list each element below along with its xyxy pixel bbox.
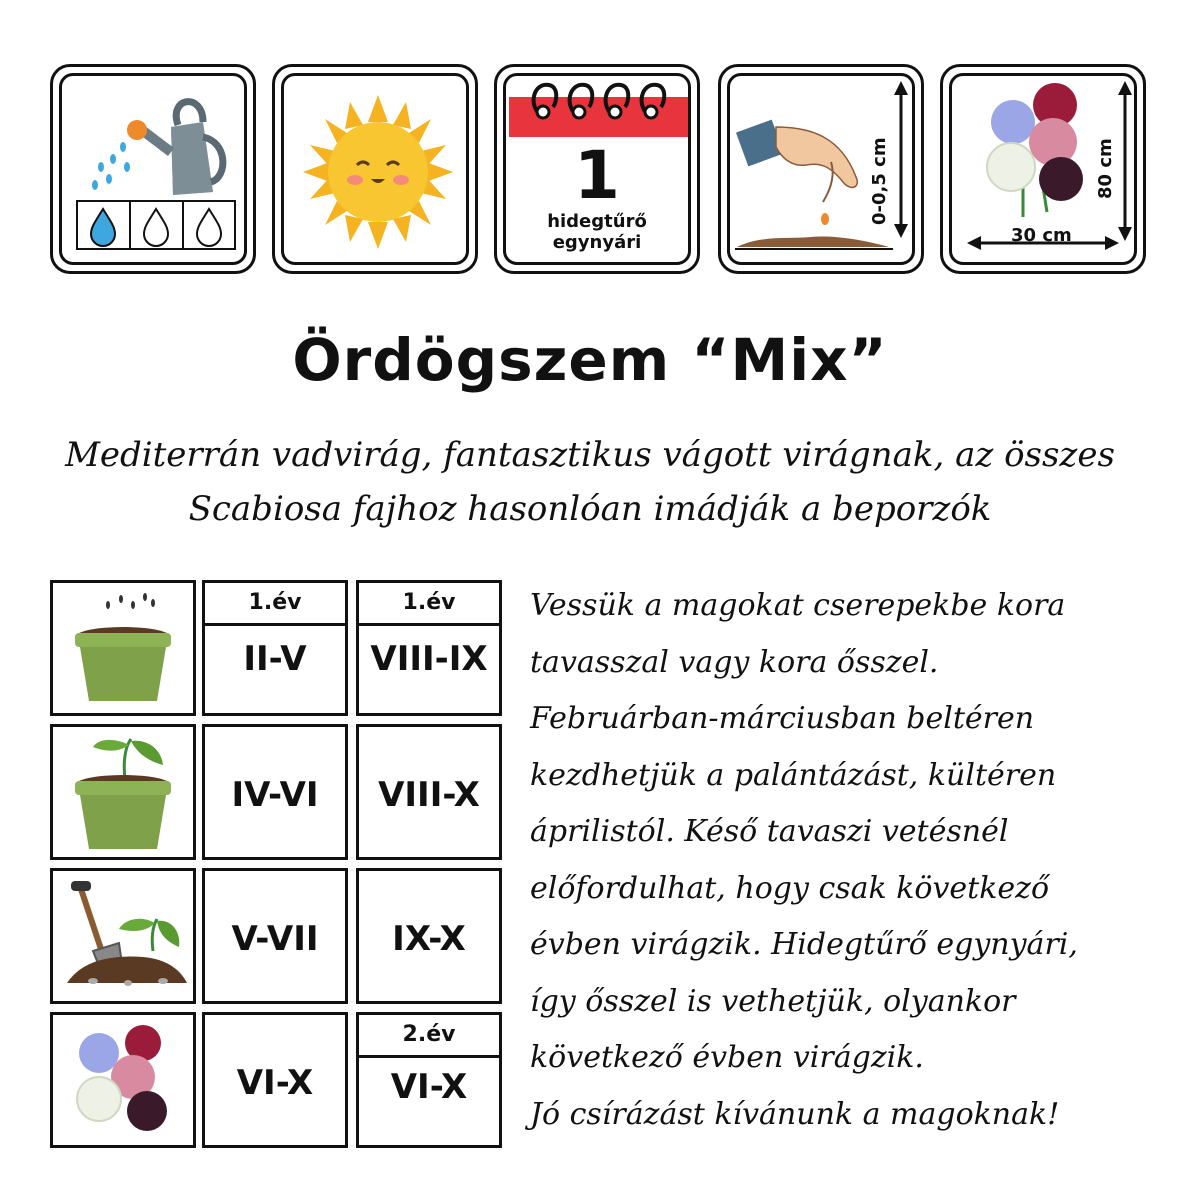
description-line: Vessük a magokat cserepekbe kora [530,588,1066,623]
row2-col1-months: IV-VI [231,775,319,815]
description-line: Februárban-márciusban beltéren [530,701,1035,736]
row2-col1 [202,724,348,860]
row3-col2-months: IX-X [392,919,466,959]
description-line: évben virágzik. Hidegtűrő egynyári, [530,927,1078,962]
row1-col1-year: 1.év [205,583,345,626]
watering-can-icon [53,67,259,277]
sowing-hand-icon [721,67,927,277]
sowing-depth-card [718,64,924,274]
seed-pot-cell [50,580,196,716]
row4-col2-year: 2.év [359,1015,499,1058]
row1-col2-months: VIII-IX [370,639,488,679]
flowers-icon [53,1015,193,1145]
row1-col2-year: 1.év [359,583,499,626]
subtitle-line1: Mediterrán vadvirág, fantasztikus vágott virágnak, az összes [65,435,1115,475]
flowers-cell [50,1012,196,1148]
row1-col1 [202,580,348,716]
subtitle-line2: Scabiosa fajhoz hasonlóan imádják a beporzók [188,489,992,529]
row3-col1 [202,868,348,1004]
description-line: Jó csírázást kívánunk a magoknak! [530,1096,1060,1132]
seedling-pot-cell [50,724,196,860]
row2-col2 [356,724,502,860]
plant-size-card [940,64,1146,274]
description-line: kezdhetjük a palántázást, kültéren [530,757,1057,793]
height-label: 80 cm [1095,138,1116,199]
shovel-planting-icon [53,871,193,1001]
seed-pot-icon [53,583,193,713]
calendar-number: 1 [574,137,620,214]
calendar-line1: hidegtűrő [547,211,647,232]
seedling-pot-icon [53,727,193,857]
description-line: tavasszal vagy kora ősszel. [530,644,939,680]
calendar-text [497,211,697,253]
width-label: 30 cm [1011,225,1072,246]
row4-col2 [356,1012,502,1148]
depth-label: 0-0,5 cm [869,137,890,225]
row4-col1-months: VI-X [236,1063,314,1103]
row3-col1-months: V-VII [231,919,319,959]
planting-cell [50,868,196,1004]
page-title: Ördögszem “Mix” [292,326,888,394]
row1-col1-months: II-V [243,639,307,679]
row4-col1 [202,1012,348,1148]
subtitle [20,428,1160,536]
calendar-card [494,64,700,274]
row3-col2 [356,868,502,1004]
description-line: előfordulhat, hogy csak következő [530,870,1050,906]
row2-col2-months: VIII-X [378,775,480,815]
sun-icon [275,67,481,277]
description-line: következő évben virágzik. [530,1040,924,1075]
watering-card [50,64,256,274]
sun-card [272,64,478,274]
calendar-line2: egynyári [552,232,642,253]
description-line: áprilistól. Késő tavaszi vetésnél [530,814,1009,849]
description [530,578,1170,1143]
description-line: így ősszel is vethetjük, olyankor [530,983,1016,1019]
row1-col2 [356,580,502,716]
row4-col2-months: VI-X [390,1067,468,1107]
